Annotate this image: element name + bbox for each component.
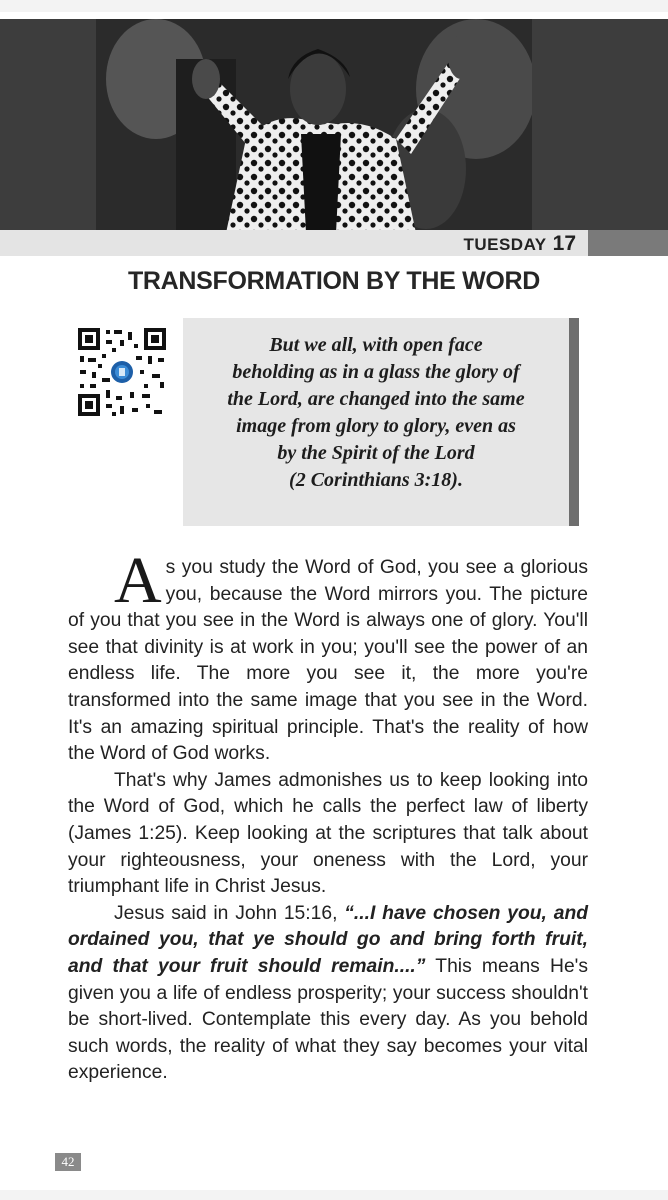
bible-quote: “...I have chosen you, and ordained you, that ye should go and bring forth fruit, and that your fruit should remain....”: [68, 902, 588, 977]
date-day: TUESDAY: [463, 235, 547, 254]
scripture-line: the Lord, are changed into the same: [227, 388, 525, 410]
scripture-line: by the Spirit of the Lord: [277, 442, 475, 464]
photo-side-panel-left: [0, 19, 96, 239]
scripture-quote-box: [183, 318, 579, 526]
drop-cap: A: [114, 544, 162, 617]
qr-code-icon[interactable]: [76, 326, 168, 418]
page-number: 42: [55, 1153, 81, 1171]
worship-photo-illustration: [96, 19, 532, 233]
date-bar-accent: [588, 230, 668, 256]
body-paragraph: That's why James admonishes us to keep looking into the Word of God, which he calls the perfect law of liberty (James 1:25). Keep looking at the scriptures that talk about your righteousness, your oneness with the Lord, your triumphant life in Christ Jesus.: [68, 769, 588, 898]
photo-side-panel-right: [532, 19, 668, 239]
scripture-reference: (2 Corinthians 3:18).: [289, 469, 463, 491]
scripture-line: But we all, with open face: [269, 334, 483, 356]
scripture-line: beholding as in a glass the glory of: [232, 361, 520, 383]
paragraph-text: s you study the Word of God, you see a glorious you, because the Word mirrors you. The picture of you that you see in the Word is always one of glory. You'll see that divinity is at work in you; you'll see the power of an endless life. The more you see it, the more you're transformed into the same image that you see in the Word. It's an amazing spiritual principle. That's the reality of how the Word of God works.: [68, 557, 588, 765]
paragraph-text: This means He's given you a life of endless prosperity; your success shouldn't be short-lived. Contemplate this every day. As you behold such words, the reality of what they say becomes your vital experience.: [68, 955, 588, 1084]
page-title: TRANSFORMATION BY THE WORD: [127, 267, 541, 295]
body-paragraph: [68, 544, 588, 768]
paragraph-text: Jesus said in John 15:16,: [114, 902, 345, 924]
date-label: [463, 230, 576, 256]
body-paragraph: [68, 901, 588, 1087]
devotional-page: [0, 12, 668, 1190]
scripture-line: image from glory to glory, even as: [236, 415, 516, 437]
header-photo-band: [0, 19, 668, 239]
worship-photo: [96, 19, 532, 233]
devotional-body: [68, 544, 588, 1087]
date-number: 17: [552, 232, 576, 255]
